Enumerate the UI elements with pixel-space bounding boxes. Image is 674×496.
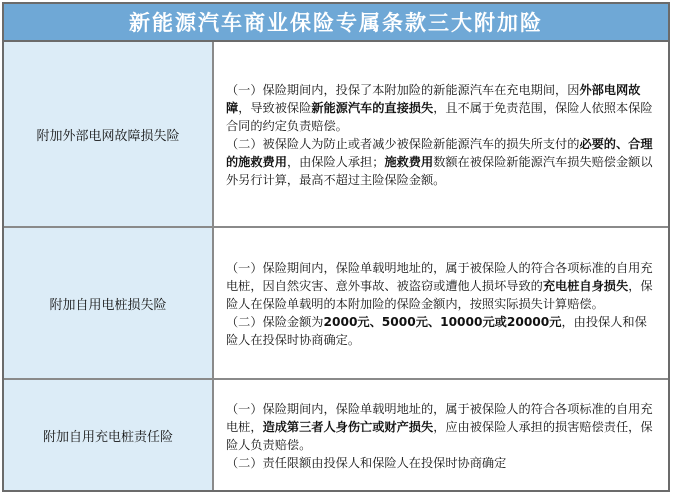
clause-text: （一）保险期间内，保险单载明地址的，属于被保险人的符合各项标准的自用充电桩， — [226, 402, 653, 434]
clause-text-bold: 充电桩自身损失 — [542, 279, 629, 293]
clause-text: ，保险人在保险单载明的本附加险的保险金额内，按照实际损失计算赔偿。 — [226, 279, 653, 311]
clause-text: ，由投保人和保险人在投保时协商确定。 — [226, 315, 647, 347]
clause-paragraph — [226, 135, 658, 189]
table-row — [4, 42, 668, 228]
clause-text-bold: 必要的、合理的施救费用 — [226, 137, 653, 169]
clause-paragraph — [226, 400, 658, 454]
clause-text-bold: 2000元、5000元、10000元或20000元 — [323, 315, 562, 329]
clause-text-bold: 施救费用 — [384, 155, 434, 169]
clause-text: ，且不属于免责范围，保险人依照本保险合同的约定负责赔偿。 — [226, 101, 653, 133]
clause-text: （二）保险金额为 — [226, 315, 324, 329]
clause-text: ，导致被保险 — [238, 101, 312, 115]
clause-text-bold: 造成第三者人身伤亡或财产损失 — [262, 420, 434, 434]
clause-text: （二）被保险人为防止或者减少被保险新能源汽车的损失所支付的 — [226, 137, 580, 151]
clause-text: （一）保险期间内，投保了本附加险的新能源汽车在充电期间，因 — [226, 83, 580, 97]
table-row — [4, 228, 668, 380]
row-label: 附加自用电桩损失险 — [4, 228, 214, 378]
clause-paragraph — [226, 313, 658, 349]
clause-text: 数额在被保险新能源汽车损失赔偿金额以外另行计算，最高不超过主险保险金额。 — [226, 155, 653, 187]
clause-text: （二）责任限额由投保人和保险人在投保时协商确定 — [226, 456, 507, 470]
row-label: 附加自用充电桩责任险 — [4, 380, 214, 490]
clause-text: （一）保险期间内，保险单载明地址的，属于被保险人的符合各项标准的自用充电桩，因自然灾害、意外事故、被盗窃或遭他人损坏导致的 — [226, 261, 653, 293]
row-content — [214, 380, 668, 490]
row-content — [214, 42, 668, 226]
table-row — [4, 380, 668, 490]
clause-paragraph — [226, 454, 658, 472]
table-title: 新能源汽车商业保险专属条款三大附加险 — [4, 4, 668, 42]
row-label: 附加外部电网故障损失险 — [4, 42, 214, 226]
clause-text: ，应由被保险人承担的损害赔偿责任，保险人负责赔偿。 — [226, 420, 653, 452]
row-content — [214, 228, 668, 378]
clause-text-bold: 新能源汽车的直接损失 — [311, 101, 434, 115]
insurance-table — [2, 2, 670, 492]
clause-text-bold: 外部电网故障 — [226, 83, 641, 115]
clause-text: ，由保险人承担； — [286, 155, 385, 169]
clause-paragraph — [226, 81, 658, 135]
clause-paragraph — [226, 259, 658, 313]
